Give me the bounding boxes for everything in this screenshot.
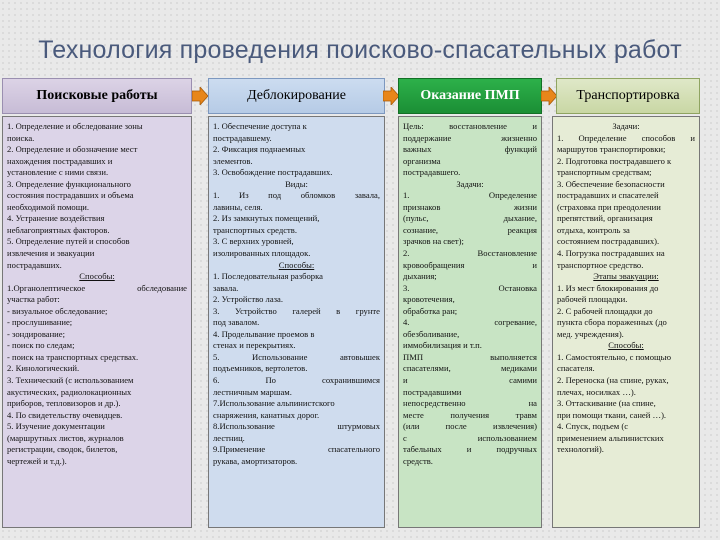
text-line: 5. Использование автовышек: [213, 351, 380, 362]
text-line: мед. учреждения).: [557, 328, 624, 339]
text-line: подъемников, вертолетов.: [213, 363, 308, 374]
text-line: Способы:: [608, 340, 644, 351]
text-line: 2. Фиксация поднаемных: [213, 144, 306, 155]
text-line: отдыха, контроль за: [557, 224, 630, 235]
text-line: Способы:: [278, 259, 315, 270]
text-line: зрачков на свет);: [403, 236, 464, 247]
text-line: - зондирование;: [7, 328, 65, 339]
text-line: 4. Спуск, подъем (с: [557, 421, 629, 432]
text-line: (маршрутных листов, журналов: [7, 432, 124, 443]
text-line: Цель: восстановление и: [403, 121, 537, 131]
text-line: 1. Последовательная разборка: [213, 271, 323, 282]
text-line: регистрации, сводок, билетов,: [7, 444, 118, 455]
text-line: 2. Кинологический.: [7, 363, 80, 374]
header-deblocking: Деблокирование: [208, 78, 385, 114]
header-first-aid: Оказание ПМП: [398, 78, 542, 114]
text-line: непосредственно на: [403, 398, 537, 409]
text-line: (пульс, дыхание,: [403, 213, 537, 224]
text-line: 2. Устройство лаза.: [213, 294, 283, 305]
text-line: с использованием: [403, 432, 537, 443]
text-line: 1. Из под обломков завала,: [213, 190, 380, 201]
text-line: 4. Погрузка пострадавших на: [557, 248, 665, 259]
text-line: сознание, реакция: [403, 224, 537, 235]
text-line: пострадавшему.: [213, 132, 272, 143]
text-line: 9.Применение спасательного: [213, 444, 380, 455]
text-line: лестничным маршам.: [213, 386, 292, 397]
text-line: маршрутов транспортировки;: [557, 144, 666, 155]
text-line: извлечения и эвакуации: [7, 248, 95, 259]
text-line: средств.: [403, 455, 433, 466]
text-line: препятствий, организация: [557, 213, 653, 224]
text-line: изолированных площадок.: [213, 248, 311, 259]
text-line: транспортным средствам;: [557, 167, 652, 178]
text-line: пострадавшими: [403, 386, 462, 397]
text-line: 3. Освобождение пострадавших.: [213, 167, 333, 178]
text-line: транспортных средств.: [213, 224, 297, 235]
text-line: под завалом.: [213, 317, 260, 328]
text-line: 2. Определение и обозначение мест: [7, 144, 138, 155]
text-line: завала.: [213, 282, 239, 293]
text-line: кровообращения и: [403, 259, 537, 270]
text-line: 1. Из мест блокирования до: [557, 282, 659, 293]
text-line: 2. Восстановление: [403, 248, 537, 259]
text-line: рабочей площадки.: [557, 294, 628, 305]
text-line: организма: [403, 155, 441, 166]
text-line: 1. Определение способов и: [557, 132, 695, 143]
text-line: пострадавших и спасателей: [557, 190, 659, 201]
text-line: Виды:: [285, 178, 308, 189]
text-line: ПМП выполняется: [403, 351, 537, 362]
text-line: 4. Устранение воздействия: [7, 213, 105, 224]
text-line: 1. Определение и обследование зоны: [7, 121, 143, 131]
text-line: пострадавших.: [7, 259, 62, 270]
text-line: обезболивание,: [403, 328, 460, 339]
text-line: плечах, носилках …).: [557, 386, 636, 397]
text-line: табельных и подручных: [403, 444, 537, 455]
text-line: 7.Использование альпинистского: [213, 398, 335, 409]
column-transportation: [552, 116, 700, 528]
text-line: при помощи ткани, саней …).: [557, 409, 667, 420]
column-first-aid: [398, 116, 542, 528]
text-line: пострадавшего.: [403, 167, 461, 178]
text-line: установление с ними связи.: [7, 167, 109, 178]
text-line: необходимой помощи.: [7, 201, 90, 212]
text-line: Этапы эвакуации:: [593, 271, 659, 282]
text-line: Способы:: [79, 271, 115, 282]
text-line: состояния пострадавших и объема: [7, 190, 134, 201]
text-line: месте получения травм: [403, 409, 537, 420]
text-line: дыхания;: [403, 271, 437, 282]
text-line: 1. Самостоятельно, с помощью: [557, 351, 671, 362]
text-line: 2. Из замкнутых помещений,: [213, 213, 320, 224]
text-line: 4. Проделывание проемов в: [213, 328, 315, 339]
text-line: 5. Определение путей и способов: [7, 236, 130, 247]
text-line: кровотечения,: [403, 294, 455, 305]
text-line: обработка ран;: [403, 305, 458, 316]
arrow-right-icon: [541, 87, 557, 105]
text-line: транспортное средство.: [557, 259, 644, 270]
text-line: 1. Определение: [403, 190, 537, 201]
text-line: 8.Использование штурмовых: [213, 421, 380, 432]
text-line: элементов.: [213, 155, 253, 166]
text-line: 3. Оттаскивание (на спине,: [557, 398, 656, 409]
column-search-work: [2, 116, 192, 528]
text-line: 3. Устройство галерей в грунте: [213, 305, 380, 316]
text-line: рукава, амортизаторов.: [213, 455, 298, 466]
header-transportation: Транспортировка: [556, 78, 700, 114]
text-line: 3. Определение функционального: [7, 178, 131, 189]
text-line: 3. С верхних уровней,: [213, 236, 294, 247]
text-line: стенах и перекрытиях.: [213, 340, 296, 351]
text-line: участка работ:: [7, 294, 60, 305]
text-line: поиска.: [7, 132, 35, 143]
text-line: применением альпинистских: [557, 432, 664, 443]
text-line: спасателями, медиками: [403, 363, 537, 374]
text-line: 1. Обеспечение доступа к: [213, 121, 307, 131]
text-line: - прослушивание;: [7, 317, 73, 328]
text-line: неблагоприятных факторов.: [7, 224, 110, 235]
slide-title: Технология проведения поисково-спасательных работ: [38, 36, 682, 64]
text-line: спасателя.: [557, 363, 595, 374]
text-line: состоянием пострадавших).: [557, 236, 660, 247]
text-line: (или после извлечения): [403, 421, 537, 432]
text-line: 3. Технический (с использованием: [7, 375, 134, 386]
header-search-work: Поисковые работы: [2, 78, 192, 114]
text-line: нахождения пострадавших и: [7, 155, 113, 166]
text-line: 3. Обеспечение безопасности: [557, 178, 665, 189]
text-line: (страховка при преодолении: [557, 201, 661, 212]
column-deblocking: [208, 116, 385, 528]
text-line: 2. Переноска (на спине, руках,: [557, 375, 669, 386]
text-line: лестниц.: [213, 432, 245, 443]
text-line: признаков жизни: [403, 201, 537, 212]
text-line: 3. Остановка: [403, 282, 537, 293]
text-line: 2. С рабочей площадки до: [557, 305, 653, 316]
text-line: снаряжения, канатных дорог.: [213, 409, 320, 420]
text-line: 4. согревание,: [403, 317, 537, 328]
arrow-right-icon: [192, 87, 208, 105]
text-line: иммобилизация и т.п.: [403, 340, 482, 351]
text-line: - поиск на транспортных средствах.: [7, 351, 139, 362]
text-line: Задачи:: [612, 121, 640, 131]
text-line: и самими: [403, 375, 537, 386]
text-line: акустических, радиолокационных: [7, 386, 132, 397]
text-line: 1.Органолептическое обследование: [7, 282, 187, 293]
text-line: - визуальное обследование;: [7, 305, 108, 316]
text-line: 6. По сохранившимся: [213, 375, 380, 386]
text-line: Задачи:: [456, 178, 484, 189]
text-line: - поиск по следам;: [7, 340, 75, 351]
text-line: чертежей и т.д.).: [7, 455, 67, 466]
text-line: важных функций: [403, 144, 537, 155]
arrow-right-icon: [383, 87, 399, 105]
text-line: пункта сбора пораженных (до: [557, 317, 667, 328]
text-line: технологий).: [557, 444, 604, 455]
text-line: лавины, селя.: [213, 201, 263, 212]
text-line: 2. Подготовка пострадавшего к: [557, 155, 672, 166]
text-line: поддержание жизненно: [403, 132, 537, 143]
text-line: 5. Изучение документации: [7, 421, 105, 432]
text-line: приборов, тепловизоров и др.).: [7, 398, 121, 409]
text-line: 4. По свидетельству очевидцев.: [7, 409, 123, 420]
